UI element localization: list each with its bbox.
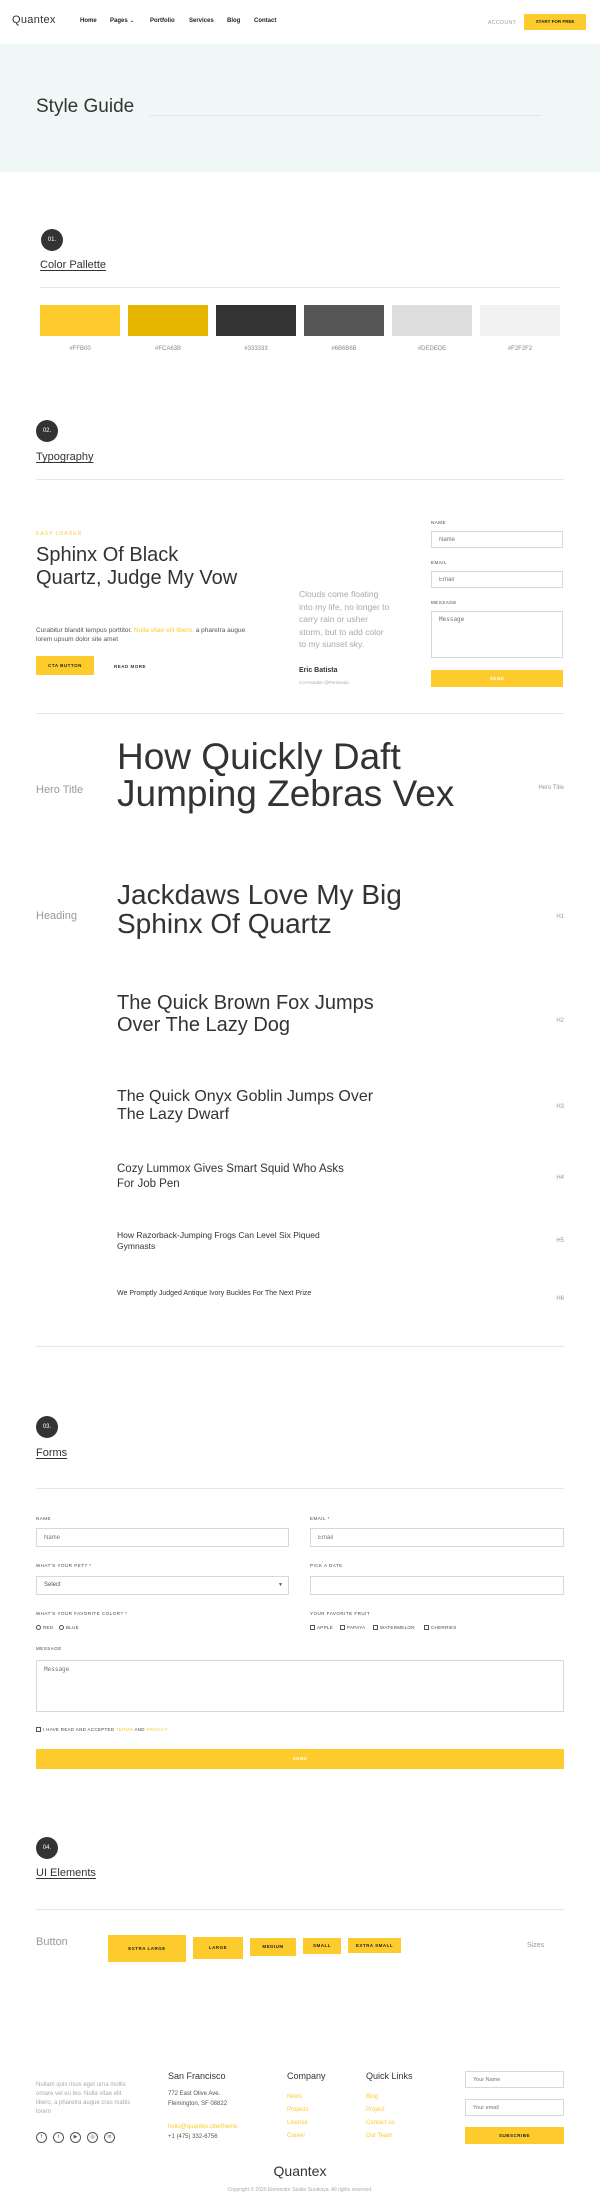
dropdown-caret-icon: ▼ [278, 1582, 283, 1588]
h1-tag: H1 [556, 914, 564, 920]
radio-button[interactable] [36, 1625, 41, 1630]
date-label: PICK A DATE [310, 1563, 343, 1568]
button-side-label: Button [36, 1936, 68, 1948]
checkbox-option-papaya[interactable] [340, 1625, 365, 1630]
footer-link[interactable]: Contact us [366, 2120, 395, 2126]
radio-label: RED [43, 1625, 54, 1630]
h4-tag: H4 [556, 1175, 564, 1181]
swatch-hex: #DEDEDE [417, 346, 447, 352]
quote-author: Eric Batista [299, 667, 338, 674]
small-button[interactable]: SMALL [303, 1938, 341, 1954]
date-picker-input[interactable] [310, 1576, 564, 1595]
section-title-typography: Typography [36, 451, 94, 463]
hero-title-tag: Hero Title [538, 785, 564, 791]
color-swatch [392, 305, 472, 336]
nav-services[interactable]: Services [189, 18, 214, 24]
h6-tag: H6 [556, 1296, 564, 1302]
checkbox[interactable] [424, 1625, 429, 1630]
footer-email-link[interactable]: hello@quantex.site/theme [168, 2124, 238, 2130]
h5-tag: H5 [556, 1238, 564, 1244]
privacy-link[interactable]: PRIVACY [146, 1727, 168, 1732]
checkbox-option-watermelon[interactable] [373, 1625, 415, 1630]
swatch-hex: #F2F2F2 [507, 346, 533, 352]
newsletter-name-input[interactable] [465, 2071, 564, 2088]
pet-select[interactable] [36, 1576, 289, 1595]
footer-city-heading: San Francisco [168, 2071, 226, 2081]
paragraph-text: a pharetra augue lorem upsum dolor site amet [36, 627, 246, 643]
footer-link[interactable]: Project [366, 2107, 385, 2113]
swatch-hex: #FCA63B [154, 346, 181, 352]
section-title-forms: Forms [36, 1447, 68, 1459]
swatch-hex: #333333 [244, 346, 268, 352]
h5-sample: How Razorback-Jumping Frogs Can Level Six Piqued Gymnasts [117, 1230, 320, 1251]
inline-link[interactable]: Nulla vitae elit libero, [133, 627, 194, 634]
checkbox[interactable] [340, 1625, 345, 1630]
h6-sample: We Promptly Judged Antique Ivory Buckles For The Next Prize [117, 1290, 312, 1297]
forms-message-textarea[interactable] [36, 1660, 564, 1712]
footer-company-heading: Company [287, 2071, 326, 2081]
h2-sample: The Quick Brown Fox Jumps Over The Lazy Dog [117, 992, 374, 1036]
youtube-icon[interactable]: ▶ [70, 2132, 81, 2143]
footer-link[interactable]: Our Team [366, 2133, 393, 2139]
checkbox[interactable] [310, 1625, 315, 1630]
footer-quick-links-heading: Quick Links [366, 2071, 413, 2081]
footer-link[interactable]: Blog [366, 2094, 379, 2100]
chevron-down-icon[interactable]: ⌄ [130, 18, 135, 24]
h3-sample: The Quick Onyx Goblin Jumps Over The Lazy Dwarf [117, 1088, 374, 1123]
footer-link[interactable]: News [287, 2094, 303, 2100]
checkbox-label: CHERRIES [431, 1625, 457, 1630]
pet-select-value: Select [44, 1582, 61, 1588]
subscribe-button[interactable]: SUBSCRIBE [465, 2127, 564, 2144]
footer-address-line: 772 East Olive Ave. [168, 2091, 221, 2097]
page-title: Style Guide [36, 96, 135, 117]
radio-button[interactable] [59, 1625, 64, 1630]
checkbox[interactable] [36, 1727, 41, 1732]
email-label: EMAIL * [310, 1516, 330, 1521]
radio-option-red[interactable] [36, 1625, 53, 1630]
divider [36, 1909, 564, 1910]
body-paragraph [36, 626, 246, 644]
divider [36, 1346, 564, 1347]
account-link[interactable]: ACCOUNT [488, 20, 517, 26]
extra-small-button[interactable]: EXTRA SMALL [348, 1938, 401, 1953]
footer-link[interactable]: License [287, 2120, 308, 2126]
blockquote-text: Clouds come floating into my life, no longer to carry rain or usher storm, but to add color to my sunset sky. [299, 589, 390, 649]
start-for-free-button[interactable]: START FOR FREE [524, 14, 586, 30]
color-swatch [304, 305, 384, 336]
name-label: NAME [431, 520, 447, 525]
instagram-icon[interactable]: ◎ [87, 2132, 98, 2143]
terms-checkbox-row[interactable] [36, 1727, 168, 1732]
logo[interactable]: Quantex [12, 14, 56, 26]
title-divider [150, 115, 540, 116]
paragraph-text: Curabitur blandit tempus porttitor. [36, 627, 133, 634]
h3-tag: H3 [556, 1104, 564, 1110]
message-textarea[interactable] [431, 611, 563, 658]
forms-email-input[interactable] [310, 1528, 564, 1547]
sizes-label: Sizes [527, 1942, 545, 1949]
section-number-badge: 03. [36, 1416, 58, 1438]
message-label: MESSAGE [431, 600, 457, 605]
section-title-palette: Color Pallette [40, 259, 107, 271]
send-button[interactable]: SEND [431, 670, 563, 687]
hero-title-sample: How Quickly Daft Jumping Zebras Vex [117, 736, 455, 814]
medium-button[interactable]: MEDIUM [250, 1938, 296, 1956]
h1-sample: Jackdaws Love My Big Sphinx Of Quartz [117, 879, 402, 939]
color-swatch [216, 305, 296, 336]
footer-phone: +1 (475) 332-6756 [168, 2134, 218, 2140]
fruit-question-label: YOUR FAVORITE FRUIT [310, 1611, 371, 1616]
read-more-link[interactable]: READ MORE [114, 664, 147, 669]
footer-link[interactable]: Career [287, 2133, 306, 2139]
h2-tag: H2 [556, 1018, 564, 1024]
nav-contact[interactable]: Contact [254, 18, 277, 24]
eyebrow-text: EASY LOADER [36, 531, 83, 537]
checkbox[interactable] [373, 1625, 378, 1630]
email-label: EMAIL [431, 560, 448, 565]
display-headline: Sphinx Of Black Quartz, Judge My Vow [36, 544, 238, 589]
footer-address-line: Flemington, SF 08822 [168, 2101, 228, 2107]
large-button[interactable]: LARGE [193, 1937, 243, 1959]
linkedin-icon[interactable]: in [104, 2132, 115, 2143]
checkbox-option-cherries[interactable] [424, 1625, 457, 1630]
message-label: MESSAGE [36, 1646, 62, 1651]
swatch-hex: #FFB00 [69, 346, 91, 352]
footer-logo[interactable]: Quantex [273, 2163, 327, 2179]
checkbox-label: WATERMELON [380, 1625, 415, 1630]
newsletter-email-input[interactable] [465, 2099, 564, 2116]
pet-label: WHAT'S YOUR PET? * [36, 1563, 92, 1568]
quote-role: Co-Founder @Peninsula [299, 680, 349, 685]
divider [36, 713, 564, 714]
divider [36, 1488, 564, 1489]
color-swatch [480, 305, 560, 336]
site-header [0, 0, 600, 44]
terms-text: AND [134, 1727, 145, 1732]
radio-label: BLUE [66, 1625, 79, 1630]
cta-button[interactable]: CTA BUTTON [36, 656, 94, 675]
heading-side-label: Heading [36, 910, 77, 922]
color-swatch [40, 305, 120, 336]
section-number-badge: 04. [36, 1837, 58, 1859]
nav-blog[interactable]: Blog [227, 18, 241, 24]
checkbox-label: PAPAYA [347, 1625, 366, 1630]
radio-option-blue[interactable] [59, 1625, 79, 1630]
footer-about-text: Nullam quis risus eget urna mollis ornare vel eu leo. Nulla vitae elit libero, a pharetra augue cras mattis lorem [36, 2082, 131, 2115]
section-title-ui-elements: UI Elements [36, 1867, 96, 1879]
color-question-label: WHAT'S YOUR FAVORITE COLOR? * [36, 1611, 128, 1616]
divider [36, 479, 564, 480]
name-label: NAME [36, 1516, 52, 1521]
checkbox-option-apple[interactable] [310, 1625, 333, 1630]
hero-title-side-label: Hero Title [36, 784, 84, 796]
nav-portfolio[interactable]: Portfolio [150, 18, 175, 24]
nav-home[interactable]: Home [80, 18, 97, 24]
copyright-text: Copyright © 2020 Elementor Studio Suraksya. All rights reserved. [227, 2187, 373, 2193]
extra-large-button[interactable]: EXTRA LARGE [108, 1935, 186, 1962]
forms-name-input[interactable] [36, 1528, 289, 1547]
checkbox-label: APPLE [317, 1625, 334, 1630]
name-input[interactable] [431, 531, 563, 548]
color-swatch [128, 305, 208, 336]
divider [40, 287, 560, 288]
section-number-badge: 02. [36, 420, 58, 442]
section-number-badge: 01. [41, 229, 63, 251]
email-input[interactable] [431, 571, 563, 588]
swatch-hex: #6B6B6B [331, 346, 357, 352]
forms-send-button[interactable]: SEND [36, 1749, 564, 1769]
facebook-icon[interactable]: f [36, 2132, 47, 2143]
nav-pages[interactable]: Pages [110, 18, 128, 24]
terms-link[interactable]: TERMS [115, 1727, 134, 1732]
footer-link[interactable]: Projects [287, 2107, 309, 2113]
twitter-icon[interactable]: t [53, 2132, 64, 2143]
terms-text: I HAVE READ AND ACCEPTED [43, 1727, 115, 1732]
h4-sample: Cozy Lummox Gives Smart Squid Who Asks For Job Pen [117, 1163, 344, 1190]
